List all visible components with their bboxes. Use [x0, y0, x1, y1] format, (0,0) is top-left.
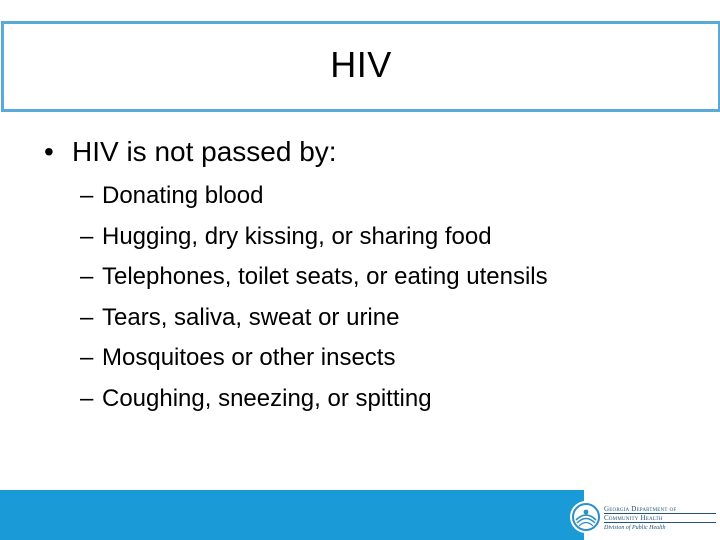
sub-bullet-text: Hugging, dry kissing, or sharing food	[102, 222, 492, 250]
sub-bullet-item	[80, 338, 548, 379]
dash-marker: –	[80, 182, 94, 209]
footer-bar	[0, 490, 584, 540]
logo-line-department: Georgia Department of	[604, 505, 716, 514]
main-bullet	[44, 136, 337, 168]
bullet-marker: •	[44, 136, 54, 167]
sub-bullet-list	[80, 176, 548, 419]
sub-bullet-item	[80, 379, 548, 420]
sub-bullet-text: Tears, saliva, sweat or urine	[102, 303, 400, 331]
sub-bullet-text: Donating blood	[102, 182, 264, 209]
logo-line-division: Division of Public Health	[604, 525, 666, 531]
sub-bullet-item	[80, 298, 548, 339]
dash-marker: –	[80, 222, 94, 250]
slide-title: HIV	[330, 43, 392, 85]
georgia-dch-emblem-icon	[569, 500, 603, 534]
main-bullet-text: HIV is not passed by:	[72, 136, 337, 167]
logo-line-community-health: Community Health	[604, 514, 716, 523]
dash-marker: –	[80, 344, 94, 371]
title-box	[1, 21, 720, 112]
sub-bullet-text: Telephones, toilet seats, or eating utensils	[102, 263, 548, 290]
dash-marker: –	[80, 384, 94, 412]
sub-bullet-text: Mosquitoes or other insects	[102, 344, 396, 371]
logo-text	[604, 505, 716, 532]
sub-bullet-text: Coughing, sneezing, or spitting	[102, 384, 432, 412]
sub-bullet-item	[80, 176, 548, 217]
sub-bullet-item	[80, 257, 548, 298]
dash-marker: –	[80, 263, 94, 290]
sub-bullet-item	[80, 217, 548, 258]
dash-marker: –	[80, 303, 94, 331]
